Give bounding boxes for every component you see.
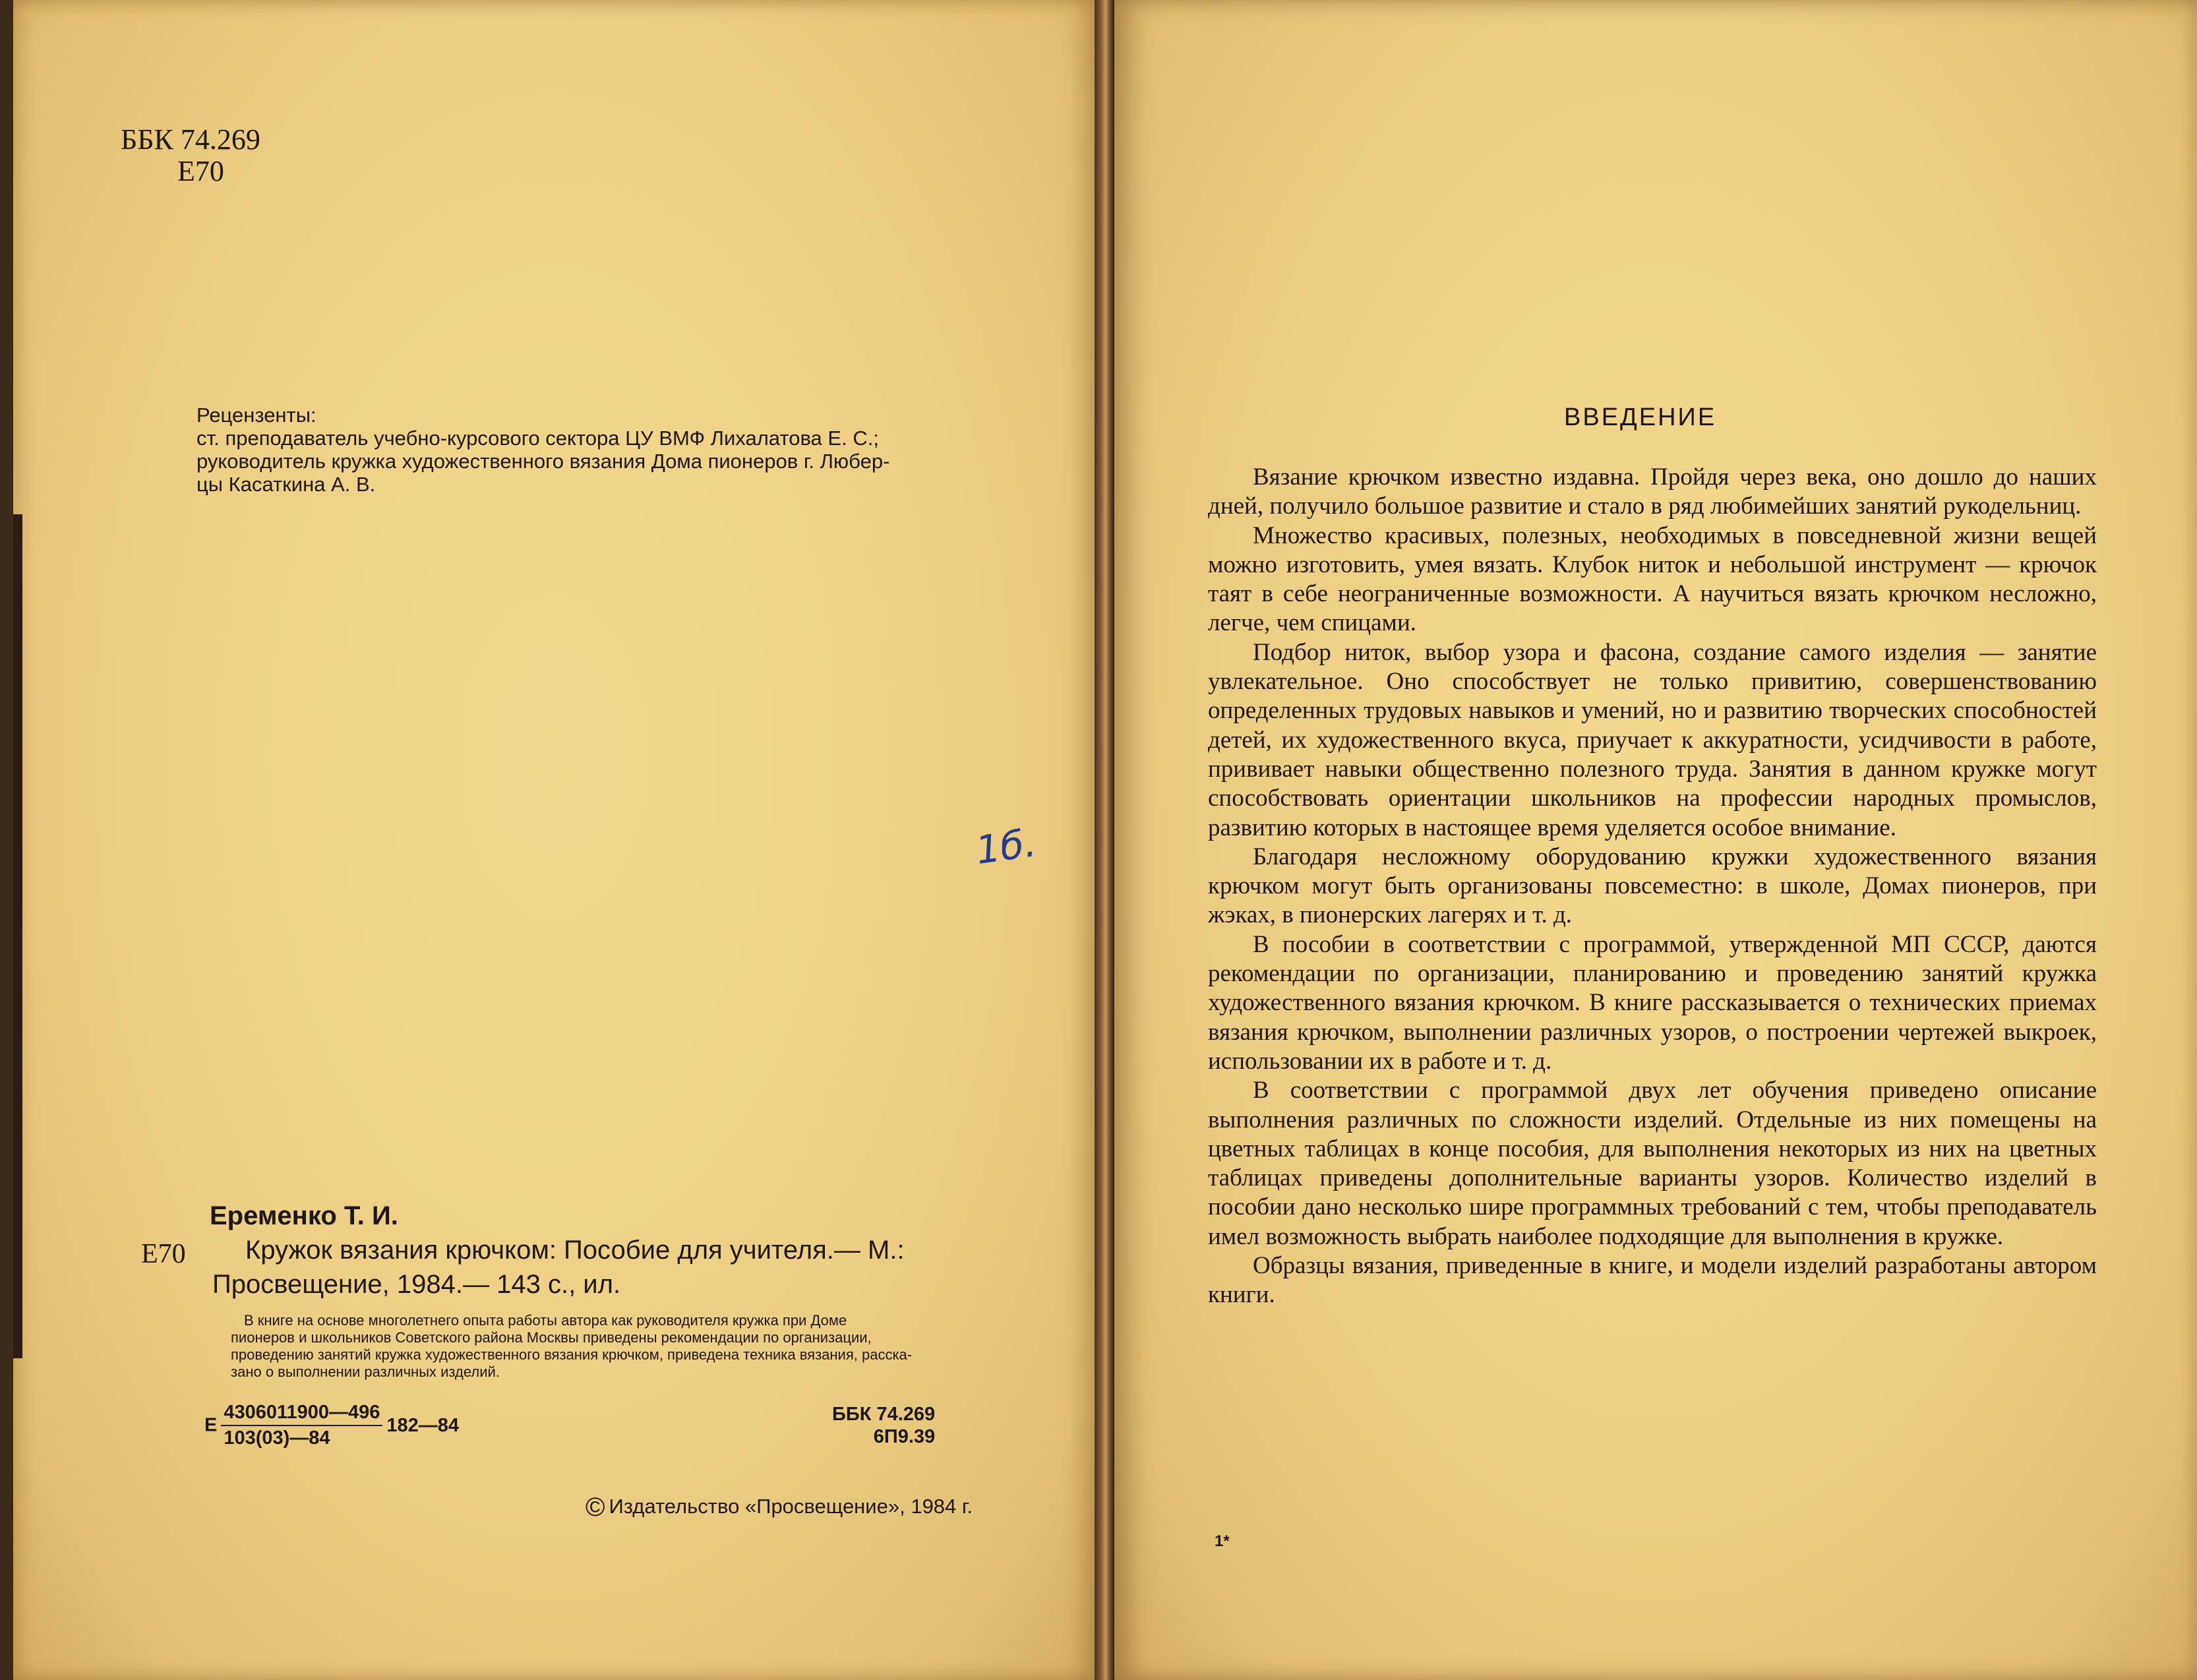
annotation-line: зано о выполнении различных изделий.	[231, 1364, 500, 1380]
annotation-line: проведению занятий кружка художественного вязания крючком, приведена техника вязания, расска-	[231, 1346, 913, 1363]
index-code: Е70	[141, 1239, 186, 1269]
copyright-icon: ©	[586, 1493, 605, 1522]
paragraph: В соответствии с программой двух лет обучения приведено описание выполнения различных по сложности изделий. Отдельные из них помещены на цветных таблицах в конце пособия, для выполнения некоторых из них на цветных таблицах приведены дополнительные варианты узоров. Количество изделий в пособии дано несколько шире программных требований с тем, чтобы преподаватель имел возможность выбрать наиболее подходящие для выполнения в кружке.	[1208, 1077, 2097, 1250]
introduction-text	[1208, 463, 2097, 1310]
bbk-code: ББК 74.269	[121, 123, 260, 156]
paragraph: Вязание крючком известно издавна. Пройдя через века, оно дошло до наших дней, получило большое развитие и стало в ряд любимейших занятий рукодельниц.	[1208, 464, 2097, 520]
catalog-fraction	[221, 1402, 382, 1449]
left-page	[13, 0, 1098, 1680]
book-spine	[1095, 0, 1114, 1680]
reviewer-line: ст. преподаватель учебно-курсового сектора ЦУ ВМФ Лихалатова Е. С.;	[196, 427, 879, 450]
copyright-line	[586, 1493, 973, 1522]
catalog-suffix: 182—84	[386, 1414, 460, 1436]
paragraph: Подбор ниток, выбор узора и фасона, создание самого изделия — занятие увлекательное. Оно способствует не только привитию, совершенствованию определенных трудовых навыков и умений, но и развитию творческих способностей детей, их художественного вкуса, приучает к аккуратности, усидчивости в работе, прививает навыки общественно полезного труда. Занятия в данном кружке могут способствовать ориентации школьников на профессии народных промыслов, развитию которых в настоящее время уделяется особое внимание.	[1208, 638, 2097, 841]
bbk-classification-bottom	[832, 1403, 935, 1448]
reviewer-line: цы Касаткина А. В.	[196, 473, 376, 496]
paragraph: Благодаря несложному оборудованию кружки художественного вязания крючком могут быть организованы повсеместно: в школе, Домах пионеров, при жэках, в пионерских лагерях и т. д.	[1208, 843, 2097, 929]
handwritten-note: 1б.	[973, 820, 1039, 874]
author-mark: Е70	[177, 155, 224, 187]
bbk-code: ББК 74.269	[832, 1404, 936, 1425]
annotation-line: пионеров и школьников Советского района Москвы приведены рекомендации по организации,	[231, 1329, 872, 1346]
annotation-line: В книге на основе многолетнего опыта работы автора как руководителя кружка при Доме	[244, 1312, 847, 1329]
printers-signature: 1*	[1215, 1532, 1230, 1550]
bbk-classification-top	[121, 124, 260, 187]
title-line: Кружок вязания крючком: Пособие для учителя.— М.:	[245, 1236, 905, 1265]
catalog-code	[204, 1402, 459, 1449]
title-line: Просвещение, 1984.— 143 с., ил.	[212, 1270, 621, 1299]
book-title-entry	[212, 1233, 905, 1302]
reviewer-line: руководитель кружка художественного вязания Дома пионеров г. Любер-	[196, 450, 890, 473]
paragraph: Множество красивых, полезных, необходимых в повседневной жизни вещей можно изготовить, умея вязать. Клубок ниток и небольшой инструмент — крючок таят в себе неограниченные возможности. А научиться вязать крючком несложно, легче, чем спицами.	[1208, 522, 2097, 637]
chapter-heading: ВВЕДЕНИЕ	[1564, 404, 1717, 431]
paragraph: В пособии в соответствии с программой, утвержденной МП СССР, даются рекомендации по организации, планированию и проведению занятий кружка художественного вязания крючком. В книге рассказывается о технических приемах вязания крючком, выполнении различных узоров, о построении чертежей выкроек, использовании их в работе и т. д.	[1208, 930, 2097, 1075]
udc-code: 6П9.39	[873, 1426, 936, 1447]
catalog-numerator: 4306011900—496	[221, 1402, 382, 1426]
reviewers-heading: Рецензенты:	[196, 404, 316, 427]
book-author: Еременко Т. И.	[210, 1201, 398, 1230]
copyright-text: Издательство «Просвещение», 1984 г.	[609, 1495, 973, 1518]
annotation	[231, 1312, 913, 1381]
page-edge-shadow	[13, 514, 22, 1358]
reviewers-block	[196, 404, 889, 496]
paragraph: Образцы вязания, приведенные в книге, и модели изделий разработаны автором книги.	[1208, 1252, 2097, 1309]
catalog-letter: Е	[204, 1414, 218, 1436]
catalog-denominator: 103(03)—84	[224, 1427, 330, 1449]
